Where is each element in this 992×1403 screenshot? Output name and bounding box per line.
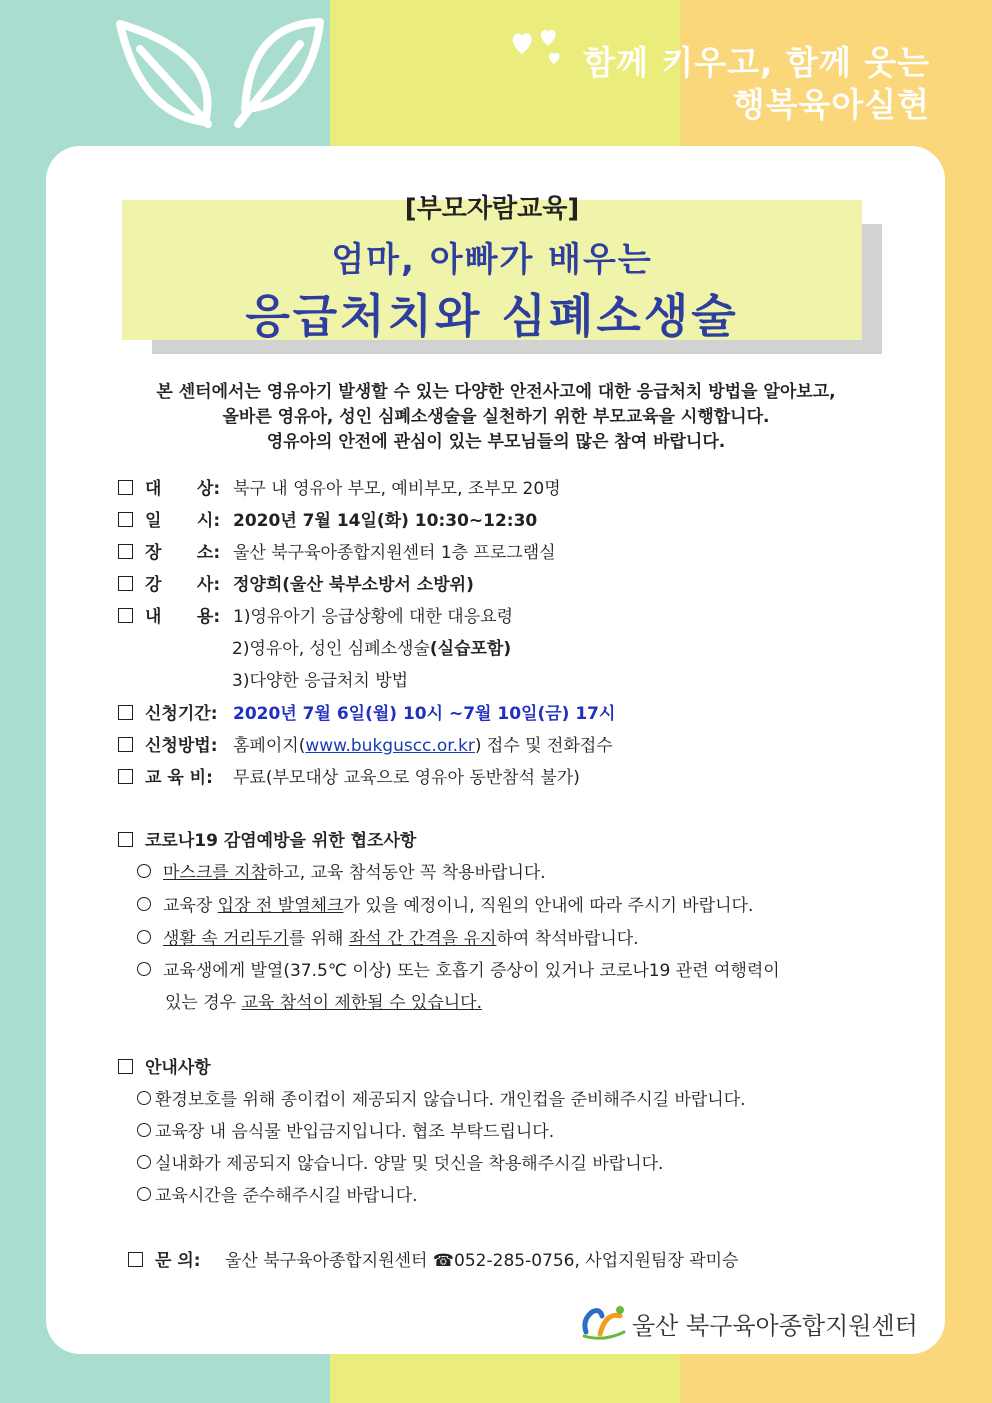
checkbox-icon <box>118 1059 133 1074</box>
notice-item-text: 환경보호를 위해 종이컵이 제공되지 않습니다. 개인컵을 준비해주시길 바랍니다. <box>155 1090 746 1110</box>
detail-label: 일 시: <box>145 511 221 531</box>
content-item-2 <box>232 638 511 660</box>
circle-bullet-icon <box>137 1187 151 1201</box>
covid-item-emphasis: 좌석 간 간격을 유지 <box>348 929 497 949</box>
intro-text <box>80 380 912 455</box>
covid-item-emphasis: 생활 속 거리두기 <box>163 929 289 949</box>
detail-label: 내 용: <box>145 607 221 627</box>
covid-item <box>137 862 546 884</box>
inquiry-label: 문 의: <box>155 1251 201 1271</box>
checkbox-icon <box>118 737 133 752</box>
detail-label: 강 사: <box>145 575 221 595</box>
detail-value: 2020년 7월 6일(월) 10시 ~7월 10일(금) 17시 <box>233 704 616 724</box>
detail-method <box>118 735 613 757</box>
covid-item-text: 있는 경우 <box>165 993 242 1013</box>
circle-bullet-icon <box>137 897 151 911</box>
detail-label: 신청방법: <box>145 736 218 756</box>
method-post: ) 접수 및 전화접수 <box>474 736 613 756</box>
detail-date <box>118 510 537 532</box>
content-item-2-note: (실습포함) <box>429 639 512 659</box>
covid-item-text: 하고, 교육 참석동안 꼭 착용바랍니다. <box>266 863 546 883</box>
detail-fee <box>118 767 580 789</box>
center-logo <box>580 1302 920 1342</box>
intro-line: 올바른 영유아, 성인 심폐소생술을 실천하기 위한 부모교육을 시행합니다. <box>222 407 770 427</box>
circle-bullet-icon <box>137 1123 151 1137</box>
covid-item-text: 교육생에게 발열(37.5℃ 이상) 또는 호흡기 증상이 있거나 코로나19 관련 여행력이 <box>163 961 780 981</box>
circle-bullet-icon <box>137 1155 151 1169</box>
detail-lecturer <box>118 574 474 596</box>
notice-item-text: 실내화가 제공되지 않습니다. 양말 및 덧신을 착용해주시길 바랍니다. <box>155 1154 664 1174</box>
checkbox-icon <box>118 544 133 559</box>
notice-heading <box>118 1057 211 1079</box>
detail-place <box>118 542 556 564</box>
notice-item-text: 교육시간을 준수해주시길 바랍니다. <box>155 1186 418 1206</box>
detail-value: 2020년 7월 14일(화) 10:30~12:30 <box>233 511 538 531</box>
title-box <box>122 194 862 343</box>
covid-item <box>137 960 780 982</box>
detail-label: 교 육 비: <box>145 768 213 788</box>
covid-item-text: 를 위해 <box>288 929 349 949</box>
circle-bullet-icon <box>137 930 151 944</box>
checkbox-icon <box>118 512 133 527</box>
covid-heading-text: 코로나19 감염예방을 위한 협조사항 <box>145 831 417 851</box>
detail-target <box>118 478 561 500</box>
detail-value: 정양희(울산 북부소방서 소방위) <box>233 575 474 595</box>
circle-bullet-icon <box>137 1091 151 1105</box>
notice-item <box>137 1185 418 1207</box>
title-line-1: 엄마, 아빠가 배우는 <box>331 240 653 280</box>
hearts-icon <box>508 24 568 68</box>
content-item-1: 1)영유아기 응급상황에 대한 대응요령 <box>233 607 513 627</box>
content-item-3: 3)다양한 응급처치 방법 <box>232 671 409 691</box>
covid-item-text: 교육장 <box>163 896 218 916</box>
method-pre: 홈페이지( <box>233 736 306 756</box>
covid-heading <box>118 830 416 852</box>
content-item-2-text: 2)영유아, 성인 심폐소생술 <box>232 639 430 659</box>
checkbox-icon <box>118 480 133 495</box>
slogan <box>583 42 930 126</box>
inquiry-value: 울산 북구육아종합지원센터 ☎052-285-0756, 사업지원팀장 곽미승 <box>225 1251 739 1271</box>
center-logo-icon <box>580 1302 630 1342</box>
covid-item <box>137 895 753 917</box>
covid-item-emphasis: 마스크를 지참 <box>163 863 267 883</box>
checkbox-icon <box>118 576 133 591</box>
notice-item <box>137 1089 746 1111</box>
homepage-link[interactable]: www.bukguscc.or.kr <box>305 736 475 756</box>
checkbox-icon <box>118 832 133 847</box>
leaves-icon <box>110 14 330 134</box>
page-title: 응급처치와 심폐소생술 <box>245 289 739 343</box>
slogan-line-2: 행복육아실현 <box>732 85 930 124</box>
inquiry <box>128 1250 738 1272</box>
covid-item-continued <box>165 992 482 1014</box>
checkbox-icon <box>118 608 133 623</box>
intro-line: 본 센터에서는 영유아기 발생할 수 있는 다양한 안전사고에 대한 응급처치 방법을 알아보고, <box>156 382 836 402</box>
checkbox-icon <box>128 1252 143 1267</box>
circle-bullet-icon <box>137 962 151 976</box>
slogan-line-1: 함께 키우고, 함께 웃는 <box>583 43 930 82</box>
notice-heading-text: 안내사항 <box>145 1058 211 1078</box>
circle-bullet-icon <box>137 864 151 878</box>
covid-item-emphasis: 교육 참석이 제한될 수 있습니다. <box>241 993 483 1013</box>
covid-item-text: 가 있을 예정이니, 직원의 안내에 따라 주시기 바랍니다. <box>343 896 754 916</box>
detail-label: 장 소: <box>145 543 221 563</box>
checkbox-icon <box>118 769 133 784</box>
covid-item-emphasis: 입장 전 발열체크 <box>217 896 344 916</box>
detail-content <box>118 606 513 628</box>
detail-period <box>118 703 615 725</box>
checkbox-icon <box>118 705 133 720</box>
detail-value: 울산 북구육아종합지원센터 1층 프로그램실 <box>233 543 556 563</box>
detail-value: 북구 내 영유아 부모, 예비부모, 조부모 20명 <box>233 479 561 499</box>
detail-label: 신청기간: <box>145 704 218 724</box>
notice-item <box>137 1121 554 1143</box>
covid-item <box>137 928 639 950</box>
covid-item-text: 하여 착석바랍니다. <box>496 929 639 949</box>
detail-value: 무료(부모대상 교육으로 영유아 동반참석 불가) <box>233 768 580 788</box>
intro-line: 영유아의 안전에 관심이 있는 부모님들의 많은 참여 바랍니다. <box>266 432 726 452</box>
notice-item <box>137 1153 663 1175</box>
center-logo-text: 울산 북구육아종합지원센터 <box>632 1312 918 1340</box>
detail-label: 대 상: <box>145 479 221 499</box>
title-tag: [부모자람교육] <box>404 194 580 224</box>
notice-item-text: 교육장 내 음식물 반입금지입니다. 협조 부탁드립니다. <box>155 1122 555 1142</box>
